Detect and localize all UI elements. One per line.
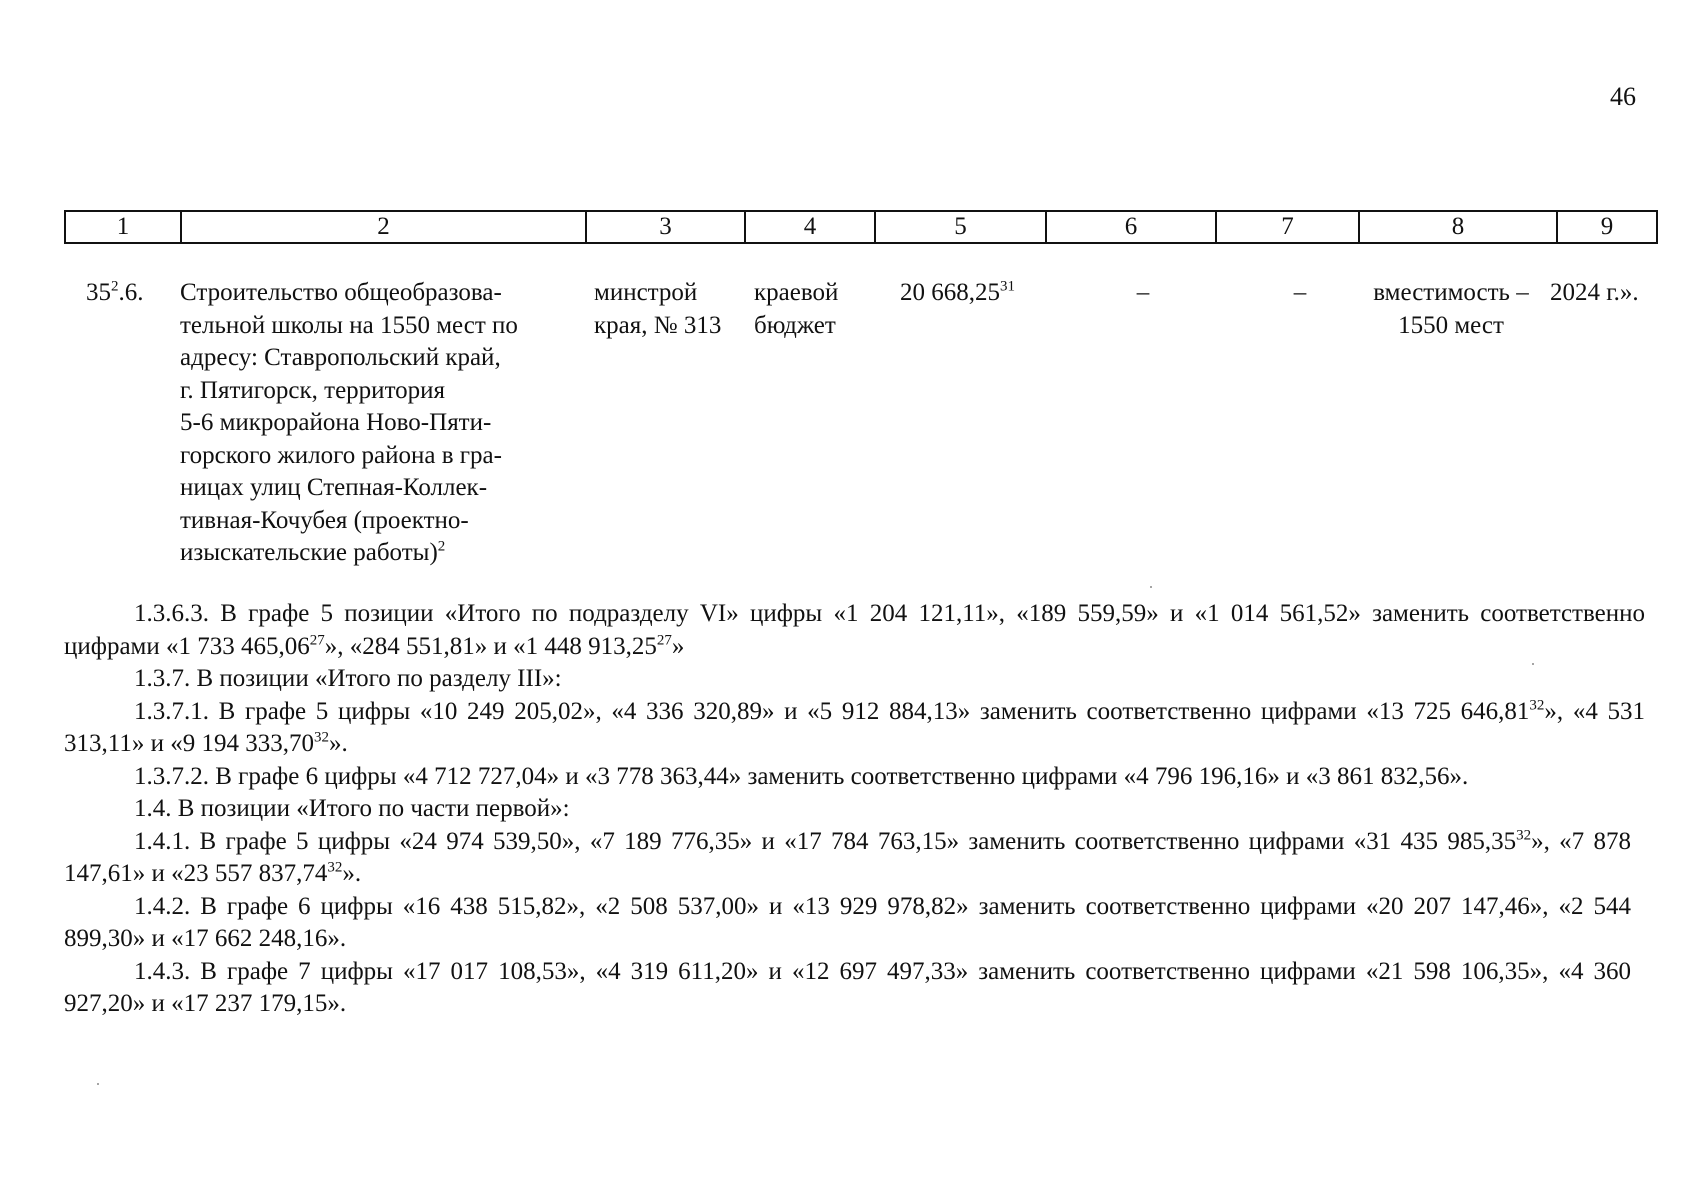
row-number: $35^2.6$. bbox=[86, 278, 144, 306]
page-number: 46 bbox=[1610, 82, 1636, 111]
paragraph-1-3-7: 1.3.7. В позиции «Итого по разделу III»: bbox=[134, 665, 562, 692]
scan-speck bbox=[97, 1083, 99, 1085]
scan-speck bbox=[1150, 586, 1152, 588]
column-header-2: 2 bbox=[181, 211, 586, 243]
footnote-marker: 32 bbox=[313, 729, 329, 746]
footnote-marker: 32 bbox=[1516, 827, 1532, 844]
description-line: адресу: Ставропольский край, bbox=[180, 344, 501, 371]
row-indicator: вместимость – 1550 мест bbox=[1373, 279, 1529, 339]
column-header-8: 8 bbox=[1359, 211, 1557, 243]
paragraph-1-4: 1.4. В позиции «Итого по части первой»: bbox=[134, 795, 570, 822]
paragraph-1-4-1: 1.4.1. В графе 5 цифры «24 974 539,50», «7 189 776,35» и «17 784 763,15» заменить соответственно цифрами «31 435 985,35$^{32}$», «7 878 147,61» и «23 557 837,74$^{32}$». bbox=[64, 827, 1631, 887]
description-line: изыскательские работы)$^2$ bbox=[180, 538, 446, 566]
amendment-paragraphs bbox=[64, 598, 1645, 1021]
footnote-marker: 32 bbox=[327, 859, 343, 876]
footnote-marker: 27 bbox=[656, 632, 672, 649]
scan-speck bbox=[1532, 663, 1534, 665]
column-header-9: 9 bbox=[1557, 211, 1657, 243]
paragraph-1-4-2: 1.4.2. В графе 6 цифры «16 438 515,82», «2 508 537,00» и «13 929 978,82» заменить соответственно цифрами «20 207 147,46», «2 544 899,30» и «17 662 248,16». bbox=[64, 892, 1631, 952]
footnote-marker: 27 bbox=[309, 632, 325, 649]
row-funding-source: краевой бюджет bbox=[754, 279, 839, 339]
description-line: Строительство общеобразова- bbox=[180, 279, 502, 306]
description-line: ницах улиц Степная-Коллек- bbox=[180, 474, 488, 501]
paragraph-1-3-6-3: 1.3.6.3. В графе 5 позиции «Итого по подразделу VI» цифры «1 204 121,11», «189 559,59» и «1 014 561,52» заменить соответственно цифрами «1 733 465,06$^{27}$», «284 551,81» и «1 448 913,25$^{27}$» bbox=[64, 600, 1645, 660]
description-line: тельной школы на 1550 мест по bbox=[180, 311, 518, 339]
description-line: горского жилого района в гра- bbox=[180, 441, 502, 469]
description-line: 5-6 микрорайона Ново-Пяти- bbox=[180, 409, 492, 436]
table-row bbox=[64, 277, 1656, 577]
column-header-1: 1 bbox=[65, 211, 181, 243]
paragraph-1-3-7-1: 1.3.7.1. В графе 5 цифры «10 249 205,02», «4 336 320,89» и «5 912 884,13» заменить соответственно цифрами «13 725 646,81$^{32}$», «4 531 313,11» и «9 194 333,70$^{32}$». bbox=[64, 697, 1645, 757]
column-header-3: 3 bbox=[586, 211, 745, 243]
column-header-row bbox=[65, 211, 1657, 243]
column-header-5: 5 bbox=[875, 211, 1046, 243]
column-header-table bbox=[64, 210, 1658, 244]
column-header-4: 4 bbox=[745, 211, 875, 243]
column-header-6: 6 bbox=[1046, 211, 1216, 243]
row-col7-value: – bbox=[1293, 279, 1307, 306]
column-header-7: 7 bbox=[1216, 211, 1359, 243]
row-amount: 20 668,25$^{31}$ bbox=[900, 278, 1015, 306]
description-line: тивная-Кочубея (проектно- bbox=[180, 506, 469, 534]
row-executor: минстрой края, № 313 bbox=[594, 279, 722, 339]
paragraph-1-4-3: 1.4.3. В графе 7 цифры «17 017 108,53», «4 319 611,20» и «12 697 497,33» заменить соответственно цифрами «21 598 106,35», «4 360 927,20» и «17 237 179,15». bbox=[64, 957, 1631, 1017]
row-col6-value: – bbox=[1136, 279, 1150, 306]
row-description bbox=[180, 277, 578, 570]
footnote-marker: 32 bbox=[1529, 697, 1545, 714]
paragraph-1-3-7-2: 1.3.7.2. В графе 6 цифры «4 712 727,04» и «3 778 363,44» заменить соответственно цифрами «4 796 196,16» и «3 861 832,56». bbox=[134, 762, 1469, 790]
row-year: 2024 г.». bbox=[1550, 279, 1639, 306]
description-line: г. Пятигорск, территория bbox=[180, 376, 446, 404]
